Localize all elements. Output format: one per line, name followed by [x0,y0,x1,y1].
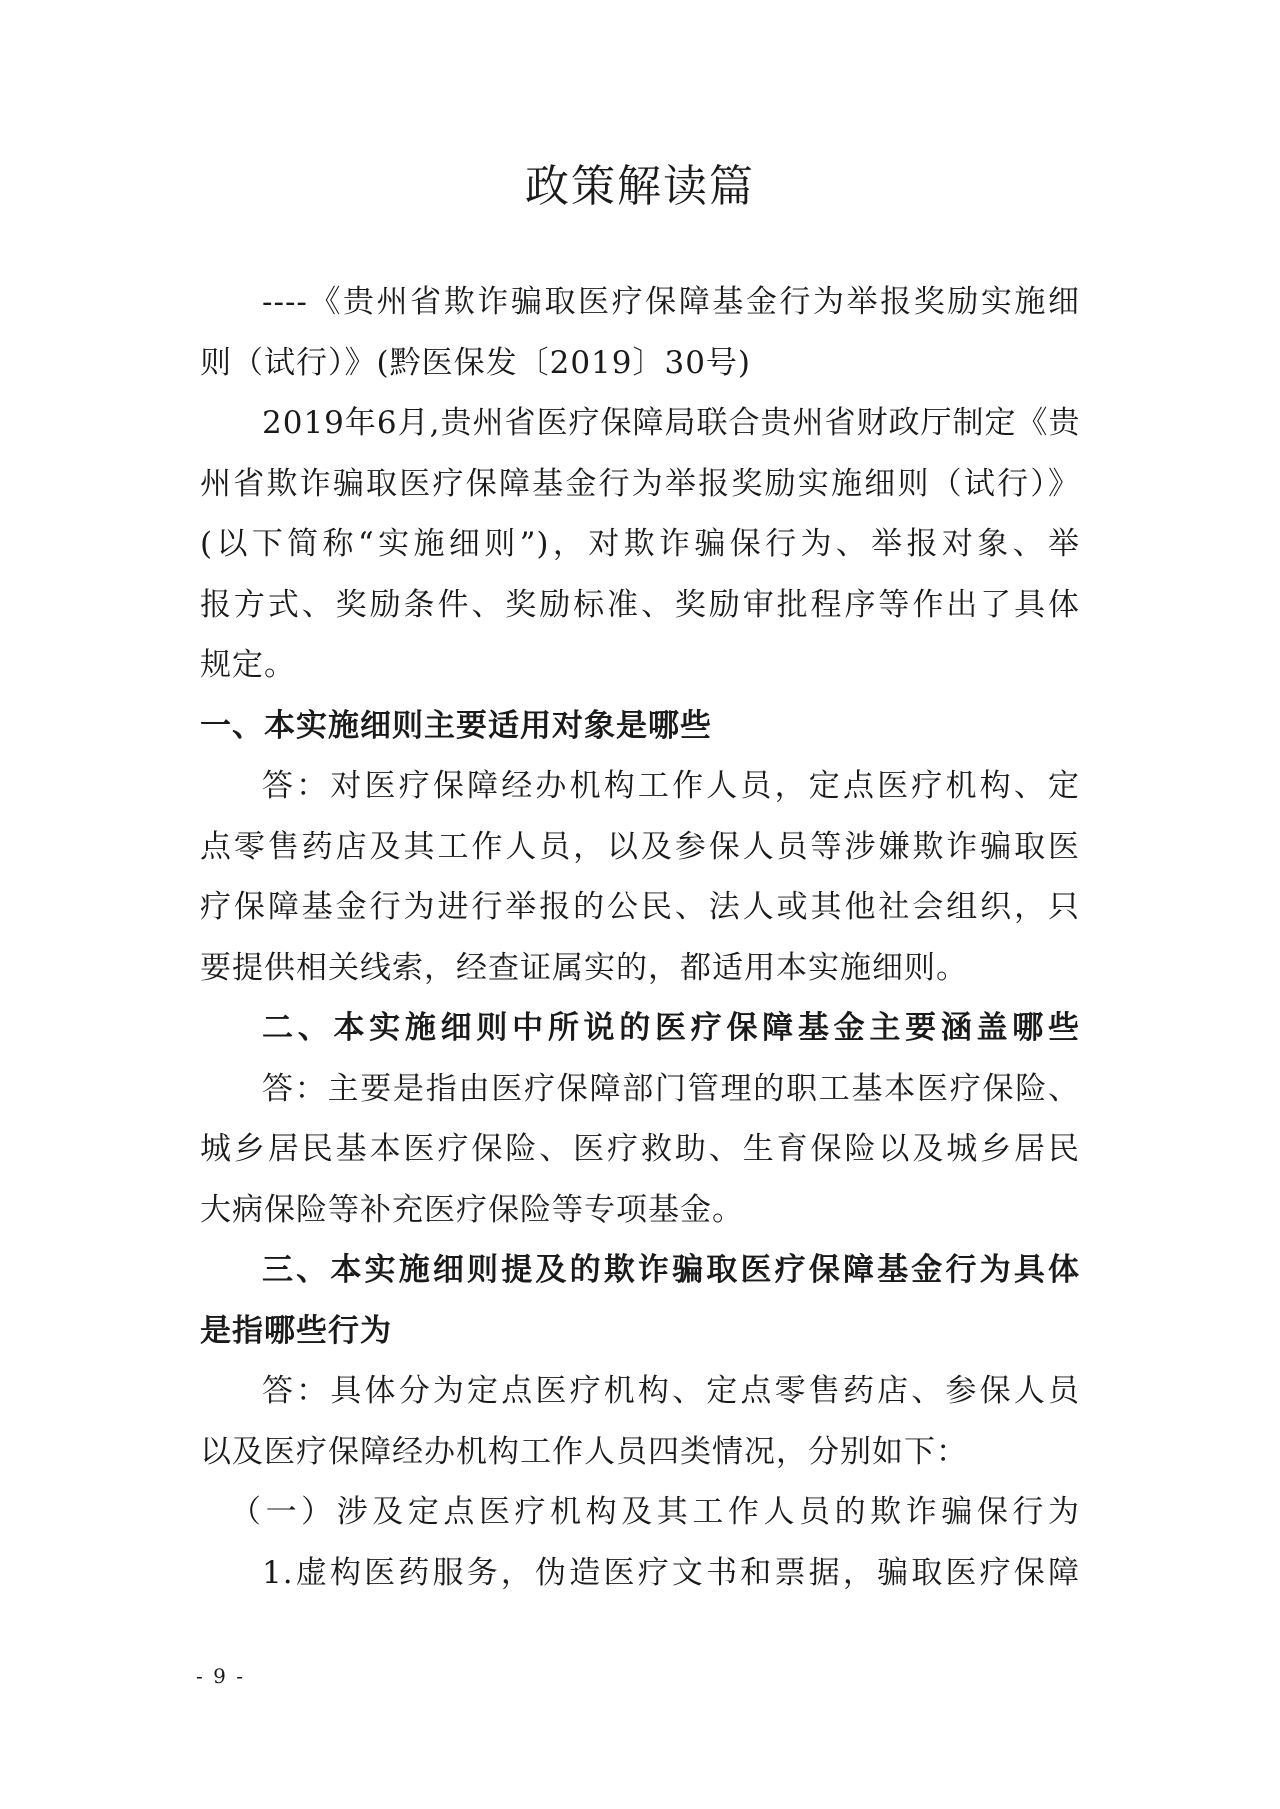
paragraph-line: 则（试行）》(黔医保发〔2019〕30号) [200,344,752,381]
page-title: 政策解读篇 [525,161,755,212]
paragraph-line: 州省欺诈骗取医疗保障基金行为举报奖励实施细则（试行）》 [200,465,1080,502]
paragraph-line: 要提供相关线索，经查证属实的，都适用本实施细则。 [200,949,968,986]
paragraph-line: 1.虚构医药服务，伪造医疗文书和票据，骗取医疗保障 [262,1554,1080,1591]
paragraph-line: 规定。 [200,647,296,683]
paragraph-line: 以及医疗保障经办机构工作人员四类情况，分别如下： [200,1433,968,1470]
paragraph-line: 点零售药店及其工作人员，以及参保人员等涉嫌欺诈骗取医 [200,828,1080,865]
paragraph-line: 2019年6月,贵州省医疗保障局联合贵州省财政厅制定《贵 [262,405,1081,441]
section-heading-line: 一、本实施细则主要适用对象是哪些 [200,707,712,744]
page-number: - 9 - [196,1664,245,1688]
paragraph-line: 城乡居民基本医疗保险、医疗救助、生育保险以及城乡居民 [200,1131,1080,1167]
paragraph-line: 大病保险等补充医疗保险等专项基金。 [200,1191,744,1228]
paragraph-line: 疗保障基金行为进行举报的公民、法人或其他社会组织，只 [200,889,1080,925]
paragraph-line: 报方式、奖励条件、奖励标准、奖励审批程序等作出了具体 [200,586,1080,623]
document-body [200,272,1080,1603]
paragraph-line: 答：具体分为定点医疗机构、定点零售药店、参保人员 [262,1373,1080,1409]
section-heading-line: 三、本实施细则提及的欺诈骗取医疗保障基金行为具体 [262,1252,1080,1288]
paragraph-line: ----《贵州省欺诈骗取医疗保障基金行为举报奖励实施细 [262,284,1080,320]
paragraph-line: （一）涉及定点医疗机构及其工作人员的欺诈骗保行为 [230,1494,1080,1530]
paragraph-line: (以下简称“实施细则”)，对欺诈骗保行为、举报对象、举 [200,526,1080,562]
section-heading-line: 是指哪些行为 [200,1312,392,1349]
paragraph-line: 答：对医疗保障经办机构工作人员，定点医疗机构、定 [262,768,1080,804]
paragraph-line: 答：主要是指由医疗保障部门管理的职工基本医疗保险、 [262,1070,1080,1107]
section-heading-line: 二、本实施细则中所说的医疗保障基金主要涵盖哪些 [262,1010,1080,1046]
